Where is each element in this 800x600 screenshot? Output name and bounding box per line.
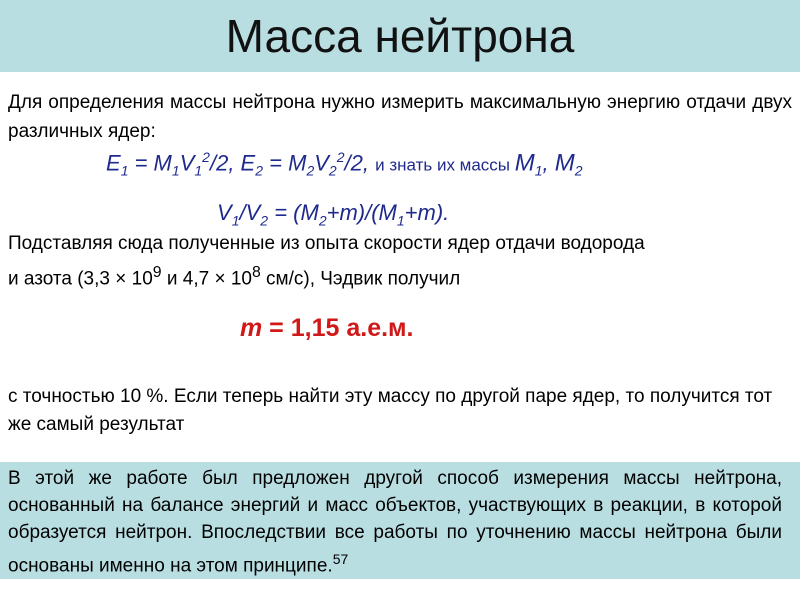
e1-power: 2 xyxy=(202,149,210,165)
substitution-line-2 xyxy=(8,258,792,293)
energy-formula xyxy=(106,142,583,186)
e1-subscript: 1 xyxy=(120,162,129,179)
e2-velocity: V xyxy=(314,150,329,176)
e2-subscript: 2 xyxy=(255,162,264,179)
v1-symbol: V xyxy=(217,200,232,225)
rhs-m2-subscript: 2 xyxy=(318,212,327,229)
e2-equals-mass: = M xyxy=(263,150,307,176)
accuracy-paragraph: с точностью 10 %. Если теперь найти эту массу по другой паре ядер, то получится тот же самый результат xyxy=(8,386,773,435)
mass1-subscript: 1 xyxy=(534,162,543,179)
e2-tail: /2, xyxy=(344,150,376,176)
e2-mass-subscript: 2 xyxy=(306,162,315,179)
v2-subscript: 2 xyxy=(260,212,269,229)
rhs-part3: +m). xyxy=(404,200,450,225)
method-paragraph xyxy=(8,465,782,579)
rhs-part2: +m)/(M xyxy=(326,200,397,225)
substitution-line-1: Подставляя сюда полученные из опыта скорости ядер отдачи водорода xyxy=(8,233,645,254)
e2-power: 2 xyxy=(336,149,345,165)
page-number: 57 xyxy=(332,551,349,567)
nitrogen-speed: и 4,7 × 10 xyxy=(161,268,252,290)
mass-separator: , xyxy=(542,150,555,176)
e1-velocity: V xyxy=(179,150,195,176)
hydrogen-exponent: 9 xyxy=(152,264,162,281)
e1-symbol: E xyxy=(106,150,121,176)
know-masses-text: и знать их массы xyxy=(375,155,515,175)
page-title: Масса нейтрона xyxy=(225,10,575,62)
e1-mass-subscript: 1 xyxy=(171,162,180,179)
nitrogen-exponent: 8 xyxy=(251,264,261,281)
chadwick-obtained: см/с), Чэдвик получил xyxy=(260,268,461,290)
method-text: В этой же работе был предложен другой способ измерения массы нейтрона, основанный на балансе энергий и масс объектов, участвующих в реакции, в которой образуется нейтрон. Впоследствии все работы по уточнению массы нейтрона были основаны именно на этом принципе. xyxy=(8,468,782,577)
substitution-paragraph xyxy=(8,229,792,293)
mass2-subscript: 2 xyxy=(574,162,583,179)
v2-symbol: /V xyxy=(239,200,261,225)
neutron-mass-result xyxy=(240,314,413,343)
mass1-symbol: M xyxy=(514,149,535,177)
result-symbol: m xyxy=(240,314,263,342)
hydrogen-speed: и азота (3,3 × 10 xyxy=(8,268,153,290)
e1-velocity-subscript: 1 xyxy=(194,162,203,179)
mass2-symbol: M xyxy=(554,149,575,177)
result-unit: а.е.м. xyxy=(346,314,414,342)
intro-paragraph: Для определения массы нейтрона нужно измерить максимальную энергию отдачи двух различных ядер: xyxy=(8,92,792,142)
rhs-part1: = (M xyxy=(268,200,319,225)
e1-equals-mass: = M xyxy=(128,150,172,176)
e2-velocity-subscript: 2 xyxy=(328,162,337,179)
rhs-m1-subscript: 1 xyxy=(396,212,405,229)
v1-subscript: 1 xyxy=(231,212,240,229)
e1-tail: /2, xyxy=(209,150,241,176)
e2-symbol: E xyxy=(240,150,256,176)
result-value: = 1,15 xyxy=(262,314,347,342)
